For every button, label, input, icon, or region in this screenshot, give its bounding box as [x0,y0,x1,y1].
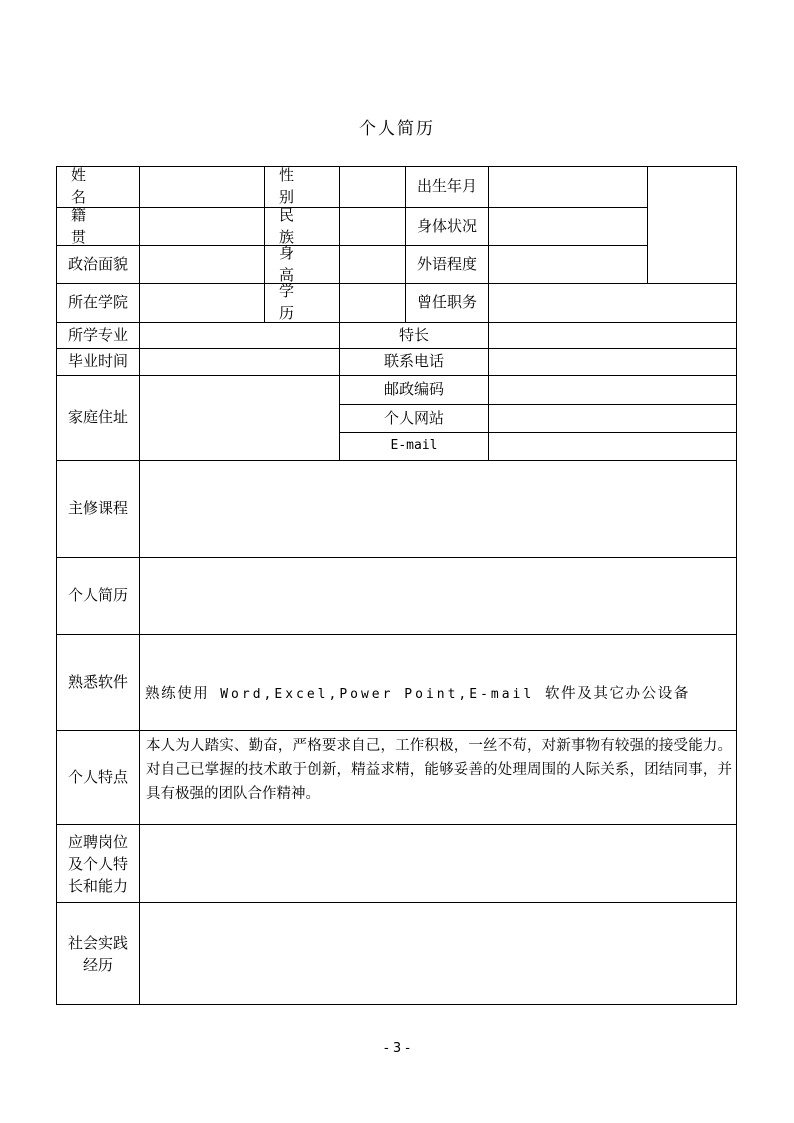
label-major: 所学专业 [57,322,139,348]
label-phone: 联系电话 [339,348,488,375]
label-birth: 出生年月 [405,167,488,207]
field-position-abilities[interactable] [139,824,737,902]
label-former-post: 曾任职务 [405,283,488,322]
field-birth[interactable] [488,167,647,207]
field-email[interactable] [488,432,737,460]
label-health: 身体状况 [405,207,488,245]
field-home-address[interactable] [139,375,339,460]
field-social-practice[interactable] [139,902,737,1004]
field-health[interactable] [488,207,647,245]
field-foreign-language[interactable] [488,245,647,283]
label-position-line-3: 长和能力 [67,876,128,895]
label-gender: 性 别 [264,167,339,207]
label-postcode: 邮政编码 [339,375,488,404]
label-email: E-mail [339,432,488,460]
label-personal-resume: 个人简历 [57,557,139,634]
field-gender[interactable] [339,167,405,207]
photo-box[interactable] [647,167,737,283]
label-social-practice [57,902,139,1004]
field-graduation-time[interactable] [139,348,339,375]
field-name[interactable] [139,167,264,207]
label-specialty: 特长 [339,322,488,348]
software-value [145,682,690,703]
label-home-address: 家庭住址 [57,375,139,460]
label-main-courses: 主修课程 [57,460,139,557]
field-phone[interactable] [488,348,737,375]
field-former-post[interactable] [488,283,737,322]
field-specialty[interactable] [488,322,737,348]
software-prefix: 熟练使用 [145,686,210,702]
label-graduation-time: 毕业时间 [57,348,139,375]
field-website[interactable] [488,404,737,432]
label-foreign-language: 外语程度 [405,245,488,283]
field-native-place[interactable] [139,207,264,245]
resume-table [56,166,737,1005]
field-education[interactable] [339,283,405,322]
label-college: 所在学院 [57,283,139,322]
label-traits: 个人特点 [57,730,139,824]
field-ethnic[interactable] [339,207,405,245]
label-position-line-2: 及个人特 [67,854,128,873]
label-practice-line-2: 经历 [82,955,113,974]
label-education: 学 历 [264,283,339,322]
field-college[interactable] [139,283,264,322]
field-political[interactable] [139,245,264,283]
traits-value: 本人为人踏实、勤奋，严格要求自己，工作积极，一丝不苟，对新事物有较强的接受能力。对自己已掌握的技术敢于创新，精益求精，能够妥善的处理周围的人际关系，团结同事，并具有极强的团队合作精神。 [146,738,732,802]
field-major[interactable] [139,322,339,348]
label-website: 个人网站 [339,404,488,432]
field-height[interactable] [339,245,405,283]
software-names: Word,Excel,Power Point,E-mail [209,687,546,702]
field-personal-resume[interactable] [139,557,737,634]
field-postcode[interactable] [488,375,737,404]
document-title: 个人简历 [359,119,435,139]
page-number: - 3 - [384,1041,410,1056]
field-main-courses[interactable] [139,460,737,557]
label-name: 姓 名 [71,166,130,206]
label-practice-line-1: 社会实践 [67,933,128,952]
label-height: 身 高 [264,245,339,283]
label-position-line-1: 应聘岗位 [67,832,128,851]
software-suffix: 软件及其它办公设备 [545,686,690,702]
label-political: 政治面貌 [57,245,139,283]
label-ethnic: 民 族 [264,207,339,245]
label-position-abilities [57,824,139,902]
label-software: 熟悉软件 [57,634,139,730]
label-native-place: 籍 贯 [57,207,139,245]
